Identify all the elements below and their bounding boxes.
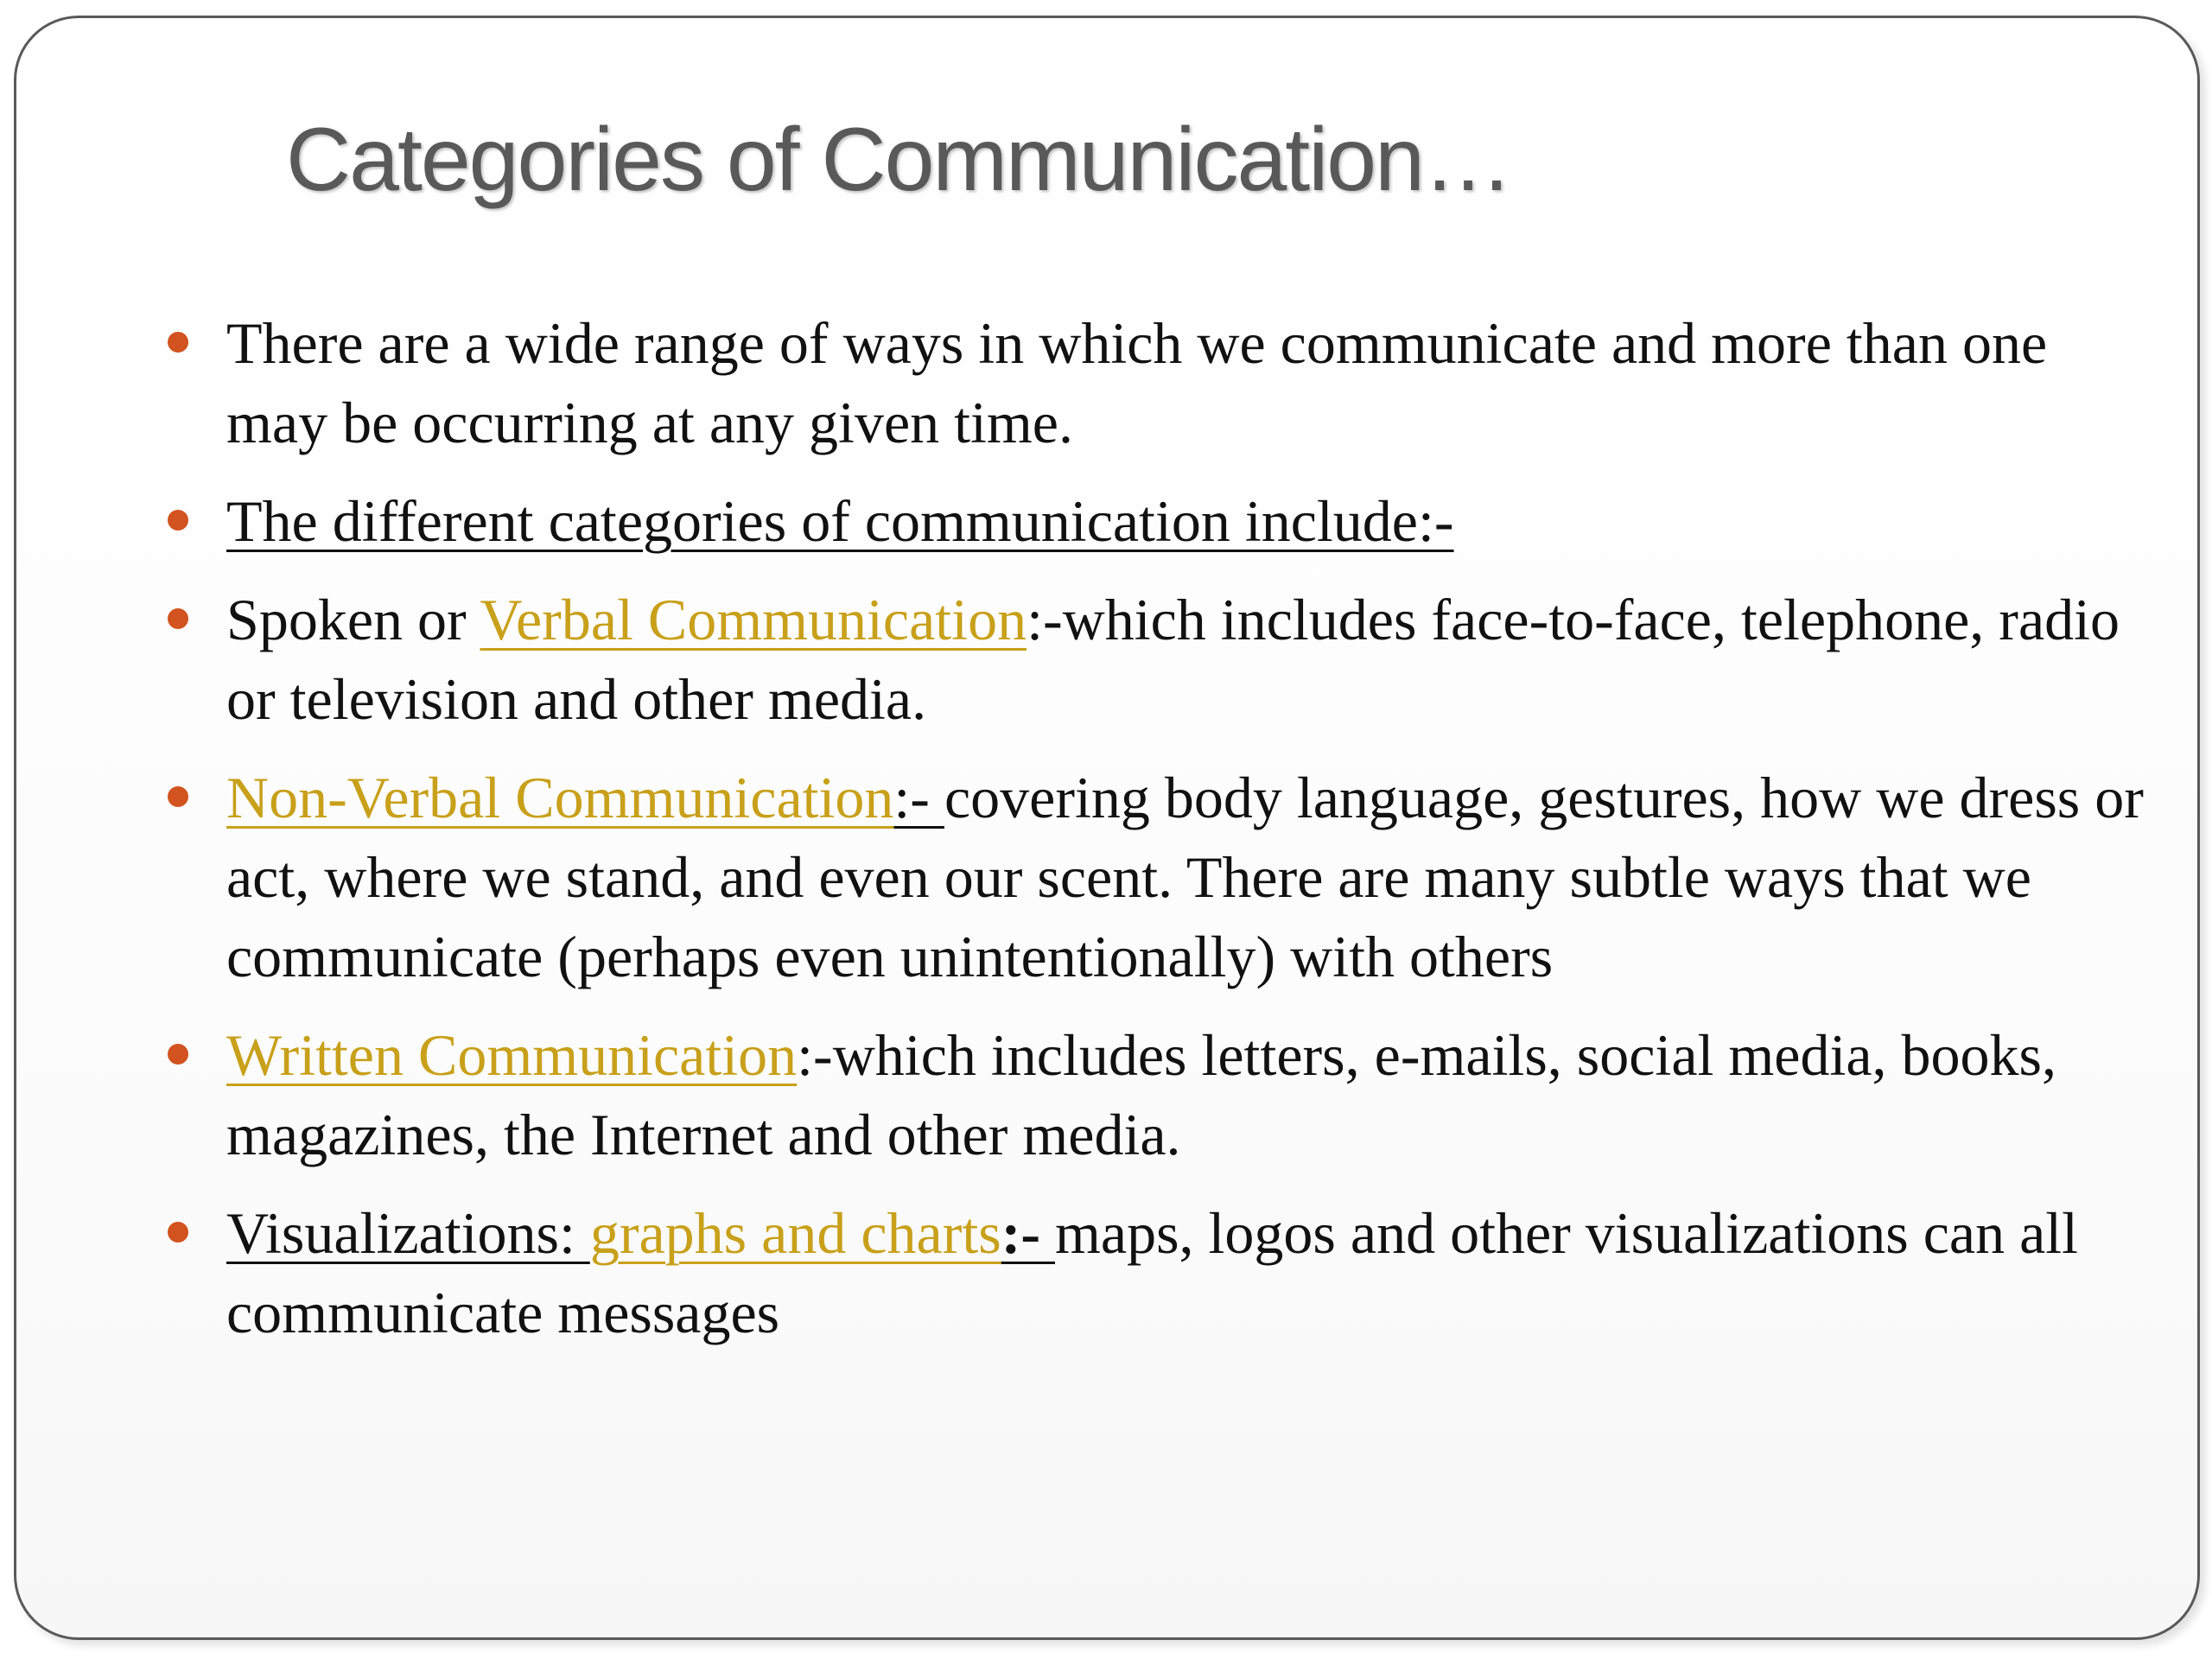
written-communication-link[interactable]: Written Communication (226, 1022, 798, 1088)
slide-title: Categories of Communication… (286, 110, 1511, 210)
bullet-prefix: Spoken or (226, 587, 480, 652)
verbal-communication-link[interactable]: Verbal Communication (480, 587, 1027, 652)
bullet-dot-icon (168, 1044, 188, 1065)
bullet-text: The different categories of communication include:- (226, 488, 1454, 554)
bullet-item (226, 1015, 2153, 1174)
slide (14, 16, 2200, 1640)
graphs-and-charts-link[interactable]: graphs and charts (589, 1200, 1001, 1266)
bullet-separator: :- (893, 765, 944, 830)
non-verbal-communication-link[interactable]: Non-Verbal Communication (226, 765, 894, 830)
bullet-item (226, 1193, 2153, 1352)
bullet-dot-icon (168, 1222, 188, 1243)
bullet-dot-icon (168, 608, 188, 629)
bullet-dot-icon (168, 332, 188, 353)
bullet-dot-icon (168, 786, 188, 807)
bullet-prefix: Visualizations: (226, 1200, 590, 1266)
bullet-rest: covering body language, gestures, how we dress or act, where we stand, and even our scent. There are many subtle ways that we communicate (perhaps even unintentionally) with others (226, 765, 2144, 989)
bullet-rest: maps, logos and other visualizations can all communicate messages (226, 1200, 2079, 1345)
bullet-item (226, 580, 2153, 739)
bullet-item (226, 303, 2153, 462)
bullet-rest: :-which includes face-to-face, telephone, radio or television and other media. (226, 587, 2120, 732)
bullet-list (226, 303, 2153, 1371)
bullet-item (226, 481, 2153, 561)
bullet-text: There are a wide range of ways in which we communicate and more than one may be occurring at any given time. (226, 310, 2048, 455)
bullet-item (226, 758, 2153, 996)
bullet-rest: :-which includes letters, e-mails, social media, books, magazines, the Internet and other media. (226, 1022, 2057, 1167)
bullet-separator: :- (1001, 1200, 1055, 1266)
bullet-dot-icon (168, 510, 188, 531)
